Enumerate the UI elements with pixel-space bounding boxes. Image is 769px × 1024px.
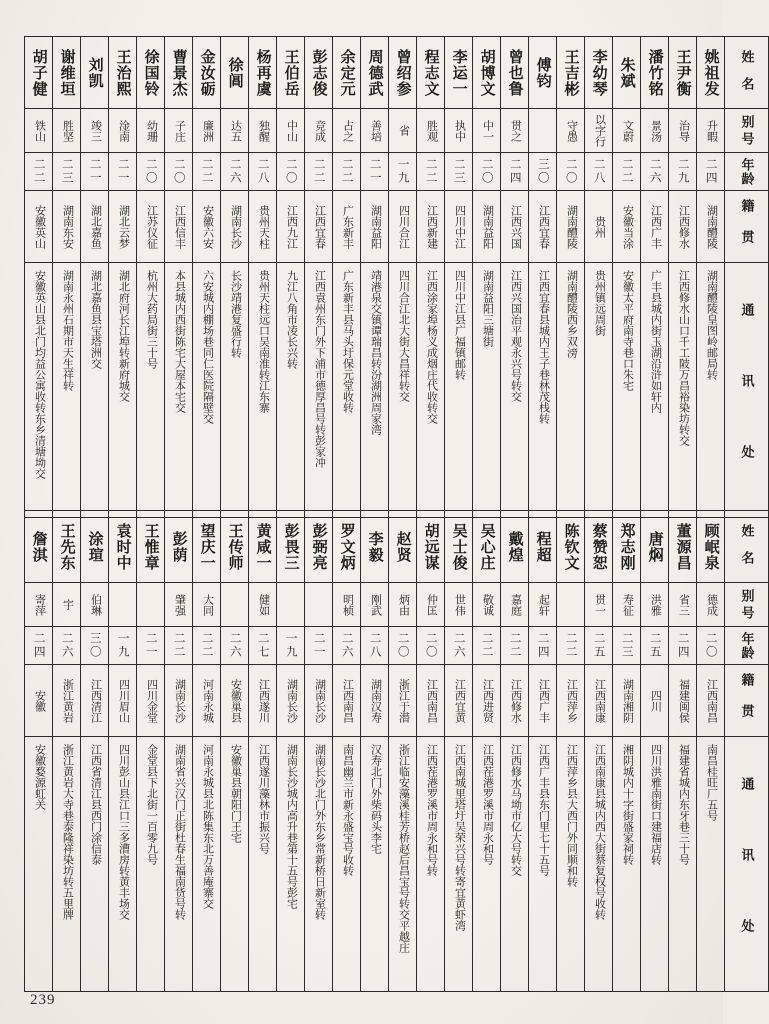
age-cell: 二四: [697, 153, 725, 191]
native-cell: 江西广丰: [641, 191, 669, 263]
alias-cell: 竞成: [305, 109, 333, 153]
name-cell: 曹景杰: [165, 37, 193, 109]
native-cell: 江西清江: [81, 665, 109, 737]
row-name: [25, 511, 769, 583]
native-cell: 江西萍乡: [557, 665, 585, 737]
name-cell: 金汝砺: [193, 37, 221, 109]
alias-cell: [277, 583, 305, 627]
age-cell: 二九: [669, 153, 697, 191]
name-cell: 徐阊: [221, 37, 249, 109]
address-cell: 四川合江北大街大昌祥转交: [389, 263, 417, 518]
name-cell: 吴心庄: [473, 511, 501, 583]
header-age: 年龄: [725, 627, 769, 665]
alias-cell: 贯一: [585, 583, 613, 627]
alias-cell: 宇: [53, 583, 81, 627]
age-cell: 一九: [389, 153, 417, 191]
native-cell: 四川金堂: [137, 665, 165, 737]
alias-cell: 治导: [669, 109, 697, 153]
native-cell: 湖南长沙: [305, 665, 333, 737]
native-cell: 浙江黄岩: [53, 665, 81, 737]
native-cell: 江西新建: [417, 191, 445, 263]
address-cell: 四川中江县广福镇邮转: [445, 263, 473, 518]
header-name: 姓名: [725, 511, 769, 583]
name-cell: 徐国铃: [137, 37, 165, 109]
age-cell: 二〇: [137, 153, 165, 191]
age-cell: 三〇: [81, 627, 109, 665]
row-native: [25, 665, 769, 737]
alias-cell: 达五: [221, 109, 249, 153]
native-cell: 江西南昌: [333, 665, 361, 737]
header-name: 姓名: [725, 37, 769, 109]
native-cell: 湖南长沙: [221, 191, 249, 263]
alias-cell: 省: [389, 109, 417, 153]
name-cell: 陈钦文: [557, 511, 585, 583]
native-cell: 江西南昌: [697, 665, 725, 737]
address-cell: 江西修水山口千工陂万昌裕染坊转交: [669, 263, 697, 518]
name-cell: 王先东: [53, 511, 81, 583]
native-cell: 湖南醴陵: [697, 191, 725, 263]
native-cell: 湖南长沙: [277, 665, 305, 737]
alias-cell: 胜观: [417, 109, 445, 153]
native-cell: 江苏仪征: [137, 191, 165, 263]
alias-cell: 世伟: [445, 583, 473, 627]
alias-cell: 以字行: [585, 109, 613, 153]
alias-cell: 中山: [277, 109, 305, 153]
alias-cell: 贯之: [501, 109, 529, 153]
name-cell: 朱斌: [613, 37, 641, 109]
age-cell: 二〇: [417, 627, 445, 665]
address-cell: 江西萍乡县大西门外同顺和转: [557, 737, 585, 992]
name-cell: 涂瑄: [81, 511, 109, 583]
native-cell: 安徽六安: [193, 191, 221, 263]
name-cell: 王伯岳: [277, 37, 305, 109]
age-cell: 一九: [109, 627, 137, 665]
native-cell: 湖北云梦: [109, 191, 137, 263]
address-cell: 安徽巢县朝阳门王宅: [221, 737, 249, 992]
alias-cell: 大同: [193, 583, 221, 627]
name-cell: 袁时中: [109, 511, 137, 583]
address-cell: 四川洪雅南街口建福店转: [641, 737, 669, 992]
address-cell: 广丰县城内街玉湖沿浒如轩内: [641, 263, 669, 518]
header-age: 年龄: [725, 153, 769, 191]
native-cell: 安徽: [25, 665, 53, 737]
name-cell: 程志文: [417, 37, 445, 109]
age-cell: 二八: [249, 153, 277, 191]
name-cell: 曾绍参: [389, 37, 417, 109]
address-cell: 长沙靖港复盛行转: [221, 263, 249, 518]
alias-cell: 独醒: [249, 109, 277, 153]
native-cell: 安徽英山: [25, 191, 53, 263]
age-cell: 二二: [417, 153, 445, 191]
native-cell: 浙江于潜: [389, 665, 417, 737]
native-cell: 江西宜黄: [445, 665, 473, 737]
alias-cell: 炳由: [389, 583, 417, 627]
name-cell: 彭弼亮: [305, 511, 333, 583]
alias-cell: 明桢: [333, 583, 361, 627]
alias-cell: 刚武: [361, 583, 389, 627]
address-cell: 本县城内西街陈宅大屋本宅交: [165, 263, 193, 518]
header-native: 籍贯: [725, 191, 769, 263]
age-cell: 二三: [445, 153, 473, 191]
age-cell: 二四: [501, 153, 529, 191]
age-cell: 二三: [613, 627, 641, 665]
name-cell: 王尹衡: [669, 37, 697, 109]
address-cell: 湖南永州石期市天生祥转: [53, 263, 81, 518]
native-cell: 湖南醴陵: [557, 191, 585, 263]
native-cell: 湖南益阳: [473, 191, 501, 263]
age-cell: 二八: [585, 153, 613, 191]
age-cell: 二二: [193, 627, 221, 665]
address-cell: 江西袁州东门外下浦市德厚昌号转彭家冲: [305, 263, 333, 518]
name-cell: 杨再虞: [249, 37, 277, 109]
native-cell: 河南永城: [193, 665, 221, 737]
page-number: 239: [30, 992, 56, 1008]
alias-cell: [529, 109, 557, 153]
alias-cell: [137, 583, 165, 627]
age-cell: 二一: [305, 627, 333, 665]
age-cell: 二〇: [389, 627, 417, 665]
address-cell: 湖南益阳三塘街: [473, 263, 501, 518]
native-cell: 江西南康: [585, 665, 613, 737]
name-cell: 王吉彬: [557, 37, 585, 109]
alias-cell: 省三: [669, 583, 697, 627]
name-cell: 望庆一: [193, 511, 221, 583]
address-cell: 江西南康县城内西大街蔡复权号收转: [585, 737, 613, 992]
name-cell: 傅钧: [529, 37, 557, 109]
age-cell: 二二: [557, 627, 585, 665]
row-alias: [25, 583, 769, 627]
address-cell: 四川彭山县江口三多漕房转黄丰场交: [109, 737, 137, 992]
name-cell: 郑志刚: [613, 511, 641, 583]
age-cell: 二一: [109, 153, 137, 191]
name-cell: 董源昌: [669, 511, 697, 583]
address-cell: 福建省城内东牙巷三十号: [669, 737, 697, 992]
name-cell: 王惟章: [137, 511, 165, 583]
alias-cell: [305, 583, 333, 627]
native-cell: 贵州: [585, 191, 613, 263]
native-cell: 湖北嘉鱼: [81, 191, 109, 263]
native-cell: 四川合江: [389, 191, 417, 263]
alias-cell: 景汤: [641, 109, 669, 153]
native-cell: 江西兴国: [501, 191, 529, 263]
name-cell: 胡远谋: [417, 511, 445, 583]
age-cell: 二二: [25, 153, 53, 191]
address-cell: 浙江黄岩大寺巷泰隆祥染坊转五里牌: [53, 737, 81, 992]
address-cell: 南昌幽兰市新永盛宝号收转: [333, 737, 361, 992]
native-cell: 江西修水: [501, 665, 529, 737]
name-cell: 彭畏三: [277, 511, 305, 583]
age-cell: 二二: [613, 153, 641, 191]
address-cell: 江西宜春县城内王子巷林茂栈转: [529, 263, 557, 518]
address-cell: 杭州大药局街三十号: [137, 263, 165, 518]
native-cell: 广东新丰: [333, 191, 361, 263]
age-cell: 二一: [137, 627, 165, 665]
name-cell: 周德武: [361, 37, 389, 109]
address-cell: 江西省清江县西门涂信泰: [81, 737, 109, 992]
address-cell: 湖北府河长江埠转新府城交: [109, 263, 137, 518]
name-cell: 李运一: [445, 37, 473, 109]
native-cell: 福建闽侯: [669, 665, 697, 737]
alias-cell: [109, 583, 137, 627]
age-cell: 二〇: [165, 153, 193, 191]
native-cell: 湖南益阳: [361, 191, 389, 263]
row-address: [25, 737, 769, 992]
alias-cell: 德成: [697, 583, 725, 627]
alias-cell: 廉洲: [193, 109, 221, 153]
address-cell: 湖南醴陵西乡双滂: [557, 263, 585, 518]
age-cell: 二七: [249, 627, 277, 665]
address-cell: 金堂县下北街一百零九号: [137, 737, 165, 992]
native-cell: 安徽当涂: [613, 191, 641, 263]
name-cell: 黄咸一: [249, 511, 277, 583]
age-cell: 二六: [221, 153, 249, 191]
address-cell: 湖南醴陵皇图岭邮局转: [697, 263, 725, 518]
name-cell: 蔡赞恕: [585, 511, 613, 583]
age-cell: 二〇: [697, 627, 725, 665]
alias-cell: 占之: [333, 109, 361, 153]
native-cell: 江西广丰: [529, 665, 557, 737]
name-cell: 吴士俊: [445, 511, 473, 583]
age-cell: 二二: [333, 153, 361, 191]
name-cell: 胡博文: [473, 37, 501, 109]
header-alias: 别号: [725, 583, 769, 627]
address-cell: 湖南省兴汉门正街杜春生福南货号转: [165, 737, 193, 992]
address-cell: 江西茬港罗溪市周永和号: [473, 737, 501, 992]
address-cell: 湘阴城内十字街盛家祠转: [613, 737, 641, 992]
age-cell: 二五: [585, 627, 613, 665]
address-cell: 湖北嘉鱼县宝塔洲交: [81, 263, 109, 518]
native-cell: 贵州天柱: [249, 191, 277, 263]
age-cell: 二〇: [557, 153, 585, 191]
age-cell: 二六: [641, 153, 669, 191]
native-cell: 江西南昌: [417, 665, 445, 737]
name-cell: 罗文炳: [333, 511, 361, 583]
address-cell: 安徽英山县北门均益公寓收转东乡清塘坳交: [25, 263, 53, 518]
alias-cell: 寄萍: [25, 583, 53, 627]
age-cell: 二八: [361, 627, 389, 665]
alias-cell: 守愚: [557, 109, 585, 153]
native-cell: 四川: [641, 665, 669, 737]
name-cell: 谢维垣: [53, 37, 81, 109]
address-cell: 江西兴国治平观永兴号转交: [501, 263, 529, 518]
age-cell: 二六: [445, 627, 473, 665]
row-age: [25, 627, 769, 665]
name-cell: 胡子健: [25, 37, 53, 109]
alias-cell: 文蔚: [613, 109, 641, 153]
age-cell: 二二: [501, 627, 529, 665]
address-cell: 江西茬港罗溪市周永和号转: [417, 737, 445, 992]
age-cell: 二〇: [277, 153, 305, 191]
alias-cell: 胜坚: [53, 109, 81, 153]
age-cell: 一九: [277, 627, 305, 665]
header-alias: 别号: [725, 109, 769, 153]
alias-cell: 执中: [445, 109, 473, 153]
native-cell: 安徽巢县: [221, 665, 249, 737]
header-address: 通讯处: [725, 263, 769, 518]
native-cell: 江西进贤: [473, 665, 501, 737]
address-cell: 贵州镇远周街: [585, 263, 613, 518]
address-cell: 九江八角市凌长兴转: [277, 263, 305, 518]
age-cell: 二二: [305, 153, 333, 191]
directory-table-top: [24, 36, 769, 518]
age-cell: 二六: [333, 627, 361, 665]
age-cell: 二六: [53, 627, 81, 665]
age-cell: 二四: [25, 627, 53, 665]
native-cell: 四川眉山: [109, 665, 137, 737]
native-cell: 湖南汉寿: [361, 665, 389, 737]
row-address: [25, 263, 769, 518]
alias-cell: 嘉庭: [501, 583, 529, 627]
native-cell: 江西遂川: [249, 665, 277, 737]
native-cell: 湖南长沙: [165, 665, 193, 737]
address-cell: 安徽太平府南寺巷口朱宅: [613, 263, 641, 518]
address-cell: 江西遂川藻林市振兴号: [249, 737, 277, 992]
native-cell: 四川中江: [445, 191, 473, 263]
alias-cell: [557, 583, 585, 627]
native-cell: 湖南湘阴: [613, 665, 641, 737]
age-cell: 二〇: [473, 153, 501, 191]
name-cell: 彭荫: [165, 511, 193, 583]
name-cell: 姚祖发: [697, 37, 725, 109]
name-cell: 王传师: [221, 511, 249, 583]
address-cell: 六安城内棚场巷同仁医院隔壁交: [193, 263, 221, 518]
address-cell: 南昌桂旺厂五号: [697, 737, 725, 992]
row-native: [25, 191, 769, 263]
row-alias: [25, 109, 769, 153]
alias-cell: 伯琳: [81, 583, 109, 627]
name-cell: 曾也鲁: [501, 37, 529, 109]
age-cell: 二一: [81, 153, 109, 191]
alias-cell: 肇强: [165, 583, 193, 627]
address-cell: 贵州天柱远口吴南淮转江东寨: [249, 263, 277, 518]
address-cell: 河南永城县北陈集东北万善庵寨交: [193, 737, 221, 992]
age-cell: 二六: [221, 627, 249, 665]
age-cell: 二四: [669, 627, 697, 665]
name-cell: 詹淇: [25, 511, 53, 583]
alias-cell: 中一: [473, 109, 501, 153]
address-cell: 安徽婺源虹关: [25, 737, 53, 992]
alias-cell: 竣三: [81, 109, 109, 153]
age-cell: 二四: [529, 627, 557, 665]
address-cell: 湖南长沙城内高升巷第十五号彭宅: [277, 737, 305, 992]
address-cell: 靖港泉交镇谭瑞昌转汾湖洲周家湾: [361, 263, 389, 518]
address-cell: 浙江临安藻溪桂芳桥赵后昌宝号转交平越庄: [389, 737, 417, 992]
address-cell: 汉寿北门外柴码头李宅: [361, 737, 389, 992]
alias-cell: 健如: [249, 583, 277, 627]
age-cell: 二二: [473, 627, 501, 665]
header-native: 籍贯: [725, 665, 769, 737]
name-cell: 王治熙: [109, 37, 137, 109]
row-age: [25, 153, 769, 191]
name-cell: 程超: [529, 511, 557, 583]
alias-cell: 子庄: [165, 109, 193, 153]
age-cell: 二二: [193, 153, 221, 191]
alias-cell: 幼珊: [137, 109, 165, 153]
name-cell: 戴煌: [501, 511, 529, 583]
native-cell: 湖南东安: [53, 191, 81, 263]
native-cell: 江西修水: [669, 191, 697, 263]
alias-cell: 洪雅: [641, 583, 669, 627]
name-cell: 彭志俊: [305, 37, 333, 109]
address-cell: 江西广丰县东门里七十五号: [529, 737, 557, 992]
name-cell: 唐焖: [641, 511, 669, 583]
alias-cell: 起轩: [529, 583, 557, 627]
name-cell: 潘竹铭: [641, 37, 669, 109]
age-cell: 二五: [641, 627, 669, 665]
address-cell: 广东新丰县马头圩保元堂收转: [333, 263, 361, 518]
age-cell: 二三: [53, 153, 81, 191]
age-cell: 二二: [165, 627, 193, 665]
address-cell: 江西修水马坳市亿大号转交: [501, 737, 529, 992]
alias-cell: 寿征: [613, 583, 641, 627]
address-cell: 江西南城里塔圩吴荣兴号转寄宜黄虾湾: [445, 737, 473, 992]
age-cell: 二一: [361, 153, 389, 191]
name-cell: 刘凯: [81, 37, 109, 109]
address-cell: 湖南长沙北门外东乡常新桥日新室转: [305, 737, 333, 992]
native-cell: 江西九江: [277, 191, 305, 263]
name-cell: 李毅: [361, 511, 389, 583]
address-cell: 江西涂家埠杨义成烟庄代收转交: [417, 263, 445, 518]
row-name: [25, 37, 769, 109]
alias-cell: 善培: [361, 109, 389, 153]
alias-cell: 仲匡: [417, 583, 445, 627]
alias-cell: 淦南: [109, 109, 137, 153]
age-cell: 三〇: [529, 153, 557, 191]
native-cell: 江西信丰: [165, 191, 193, 263]
name-cell: 顾岷泉: [697, 511, 725, 583]
native-cell: 江西宜春: [529, 191, 557, 263]
name-cell: 余定元: [333, 37, 361, 109]
alias-cell: 敬诚: [473, 583, 501, 627]
alias-cell: 铁山: [25, 109, 53, 153]
name-cell: 李幼琴: [585, 37, 613, 109]
alias-cell: [221, 583, 249, 627]
directory-table-bottom: [24, 510, 769, 992]
alias-cell: 升暇: [697, 109, 725, 153]
name-cell: 赵贤: [389, 511, 417, 583]
header-address: 通讯处: [725, 737, 769, 992]
native-cell: 江西宜春: [305, 191, 333, 263]
